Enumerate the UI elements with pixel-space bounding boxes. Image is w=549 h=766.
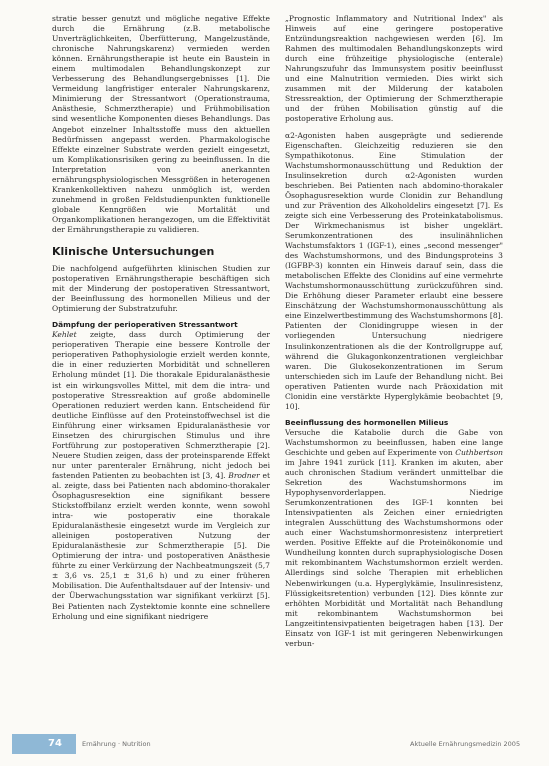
paragraph: „Prognostic Inflammatory and Nutritional Index" als Hinweis auf eine geringere postoperative Entzündungsreaktion nachgewiesen werden [6]. Im Rahmen des multimodalen Behandlungskonzepts wird durch eine frühzeitige physiologische (enterale) Nahrungszufuhr das Immunsystem positiv beeinflusst und eine Malnutrition vermieden. Dies wirkt sich zusammen mit der Milderung der katabolen Stressreaktion, der Optimierung der Schmerztherapie und der frühen Mobilisation günstig auf die postoperative Erholung aus. bbox=[285, 14, 503, 124]
paragraph: α2-Agonisten haben ausgeprägte und sedierende Eigenschaften. Gleichzeitig reduzieren sie den Sympathikotonus. Eine Stimulation der Wachstumshormonausschüttung und Reduktion der Insulinsekretion durch α2-Agonisten wurden beschrieben. Bei Patienten nach abdomino-thorakaler Ösophagusresektion wurde Clonidin zur Behandlung und zur Prävention des Alkoholdelirs eingesetzt [7]. Es zeigte sich eine Verbesserung des Proteinkatabolismus. Der Wirkmechanismus ist bisher ungeklärt. Serumkonzentrationen des insulinähnlichen Wachstumsfaktors 1 (IGF-1), eines „second messenger" des Wachstumshormons, und des Bindungsproteins 3 (IGFBP-3) konnten ein Hinweis darauf sein, dass die metabolischen Effekte des Clonidins auf eine vermehrte Wachstumshormonausschüttung zurückzuführen sind. Die Erhöhung dieser Parameter erlaubt eine bessere Einschätzung der Wachstumshormonausschüttung als eine Einzelwertbestimmung des Wachstumshormons [8]. Patienten der Clonidingruppe wiesen in der vorliegenden Untersuchung niedrigere Insulinkonzentrationen als die der Kontrollgruppe auf, während die Glukagonkonzentrationen vergleichbar waren. Die Glukosekonzentrationen im Serum unterschieden sich im Laufe der Behandlung nicht. Bei operativen Patienten wurde nach Präoxidation mit Clonidin eine verstärkte Hyperglykämie beobachtet [9, 10]. bbox=[285, 130, 503, 411]
page-footer bbox=[0, 734, 549, 754]
paragraph-text: et al. zeigte, dass bei Patienten nach abdomino-thorakaler Ösophagusresektion eine signifikant bessere Stickstoffbilanz erzielt werden konnte, wenn sowohl intra- wie postoperativ eine thorakale Epiduralanästhesie eingesetzt wurde im Vergleich zur alleinigen postoperativen Nutzung der Epiduralanästhesie zur Schmerztherapie [5]. Die Optimierung der intra- und postoperativen Anästhesie führte zu einer Verkürzung der Nachbeatmungszeit (5,7 ± 3,6 vs. 25,1 ± 31,6 h) und zu einer früheren Mobilisation. Die Aufenthaltsdauer auf der Intensiv- und der Überwachungsstation war signifikant verkürzt [5]. Bei Patienten nach Zystektomie konnte eine schnellere Erholung und eine signifikant niedrigere bbox=[52, 470, 270, 621]
author-name: Cuthbertson bbox=[455, 447, 503, 457]
paragraph-text: im Jahre 1941 zurück [11]. Kranken im akuten, aber auch chronischen Stadium verändert unmittelbar die Sekretion des Wachstumshormons im Hypophysenvorderlappen. Niedrige Serumkonzentrationen des IGF-1 konnten bei Intensivpatienten als Zeichen einer erniedrigten integralen Ausschüttung des Wachstumshormons oder auch einer Wachstumshormonresistenz interpretiert werden. Positive Effekte auf die Proteinökonomie und Wundheilung konnten durch supraphysiologische Dosen mit rekombinantem Wachstumshormon erzielt werden. Allerdings sind solche Therapien mit erheblichen Nebenwirkungen (u.a. Hyperglykämie, Insulinresistenz, Flüssigkeitsretention) verbunden [12]. Dies könnte zur erhöhten Morbidität und Mortalität nach Behandlung mit rekombinantem Wachstumshormon bei Langzeitintensivpatienten beigetragen haben [13]. Der Einsatz von IGF-1 ist mit geringeren Nebenwirkungen verbun- bbox=[285, 457, 503, 648]
paragraph bbox=[285, 428, 503, 649]
page-number: 74 bbox=[48, 738, 62, 749]
footer-journal-label: Aktuelle Ernährungsmedizin 2005 bbox=[410, 740, 521, 748]
page-number-box bbox=[12, 734, 76, 754]
left-column bbox=[52, 14, 270, 628]
author-name: Brodner bbox=[228, 470, 260, 480]
subsection-heading: Beeinflussung des hormonellen Milieus bbox=[285, 417, 449, 427]
footer-section-label: Ernährung · Nutrition bbox=[82, 740, 151, 748]
section-title: Klinische Untersuchungen bbox=[52, 245, 215, 259]
paragraph bbox=[52, 330, 270, 621]
paragraph: stratie besser genutzt und mögliche negative Effekte durch die Ernährung (z.B. metabolische Unverträglichkeiten, Überfütterung, Mangelzustände, chronische Nahrungskarenz) vermieden werden können. Ernährungstherapie ist heute ein Baustein in einem multimodalen Behandlungskonzept zur Verbesserung des Behandlungsergebnisses [1]. Die Vermeidung langfristiger enteraler Nahrungskarenz, Minimierung der Stressantwort (Operationstrauma, Anästhesie, Schmerztherapie) und Frühmobilisation sind wesentliche Komponenten dieses Behandlungs. Das Angebot einzelner Inhaltsstoffe muss den aktuellen Bedürfnissen angepasst werden. Pharmakologische Effekte einzelner Substrate werden gezielt eingesetzt, um Komplikationsrisiken gering zu beeinflussen. In die Interpretation von anerkannten ernährungsphysiologischen Messgrößen in heterogenen Krankenkollektiven nahezu unmöglich ist, werden zunehmend in großen Feldstudienpunkten funktionelle globale Kenngrößen wie Mortalität und Organkomplikationen herangezogen, um die Effektivität der Ernährungstherapie zu validieren. bbox=[52, 14, 270, 234]
paragraph-text: zeigte, dass durch Optimierung der perioperativen Therapie eine bessere Kontrolle der perioperativen Pathophysiologie erzielt werden konnte, die in einer reduzierten Morbidität und schnelleren Erholung mündet [1]. Die thorakale Epiduralanästhesie ist ein wirkungsvolles Mittel, mit dem die intra- und postoperative Stressreaktion auf große abdominelle Operationen reduziert werden kann. Entscheidend für deutliche Einflüsse auf den Proteinstoffwechsel ist die Einführung einer wirksamen Epiduralanästhesie vor Einsetzen des chirurgischen Stimulus und ihre Fortführung zur postoperativen Schmerztherapie [2]. Neuere Studien zeigen, dass der proteinsparende Effekt nur unter parenteraler Ernährung, nicht jedoch bei fastenden Patienten zu beobachten ist [3, 4]. bbox=[52, 330, 270, 480]
paragraph: Die nachfolgend aufgeführten klinischen Studien zur postoperativen Ernährungstherapie beschäftigen sich mit der Minderung der postoperativen Stressantwort, der Beeinflussung des hormonellen Milieus und der Optimierung der Substratzufuhr. bbox=[52, 264, 270, 314]
author-name: Kehlet bbox=[52, 330, 77, 340]
right-column bbox=[285, 14, 503, 655]
subsection-heading: Dämpfung der perioperativen Stressantwort bbox=[52, 320, 238, 330]
paragraph-text: Versuche die Katabolie durch die Gabe von Wachstumshormon zu beeinflussen, haben eine lange Geschichte und geben auf Experimente von bbox=[285, 427, 503, 457]
